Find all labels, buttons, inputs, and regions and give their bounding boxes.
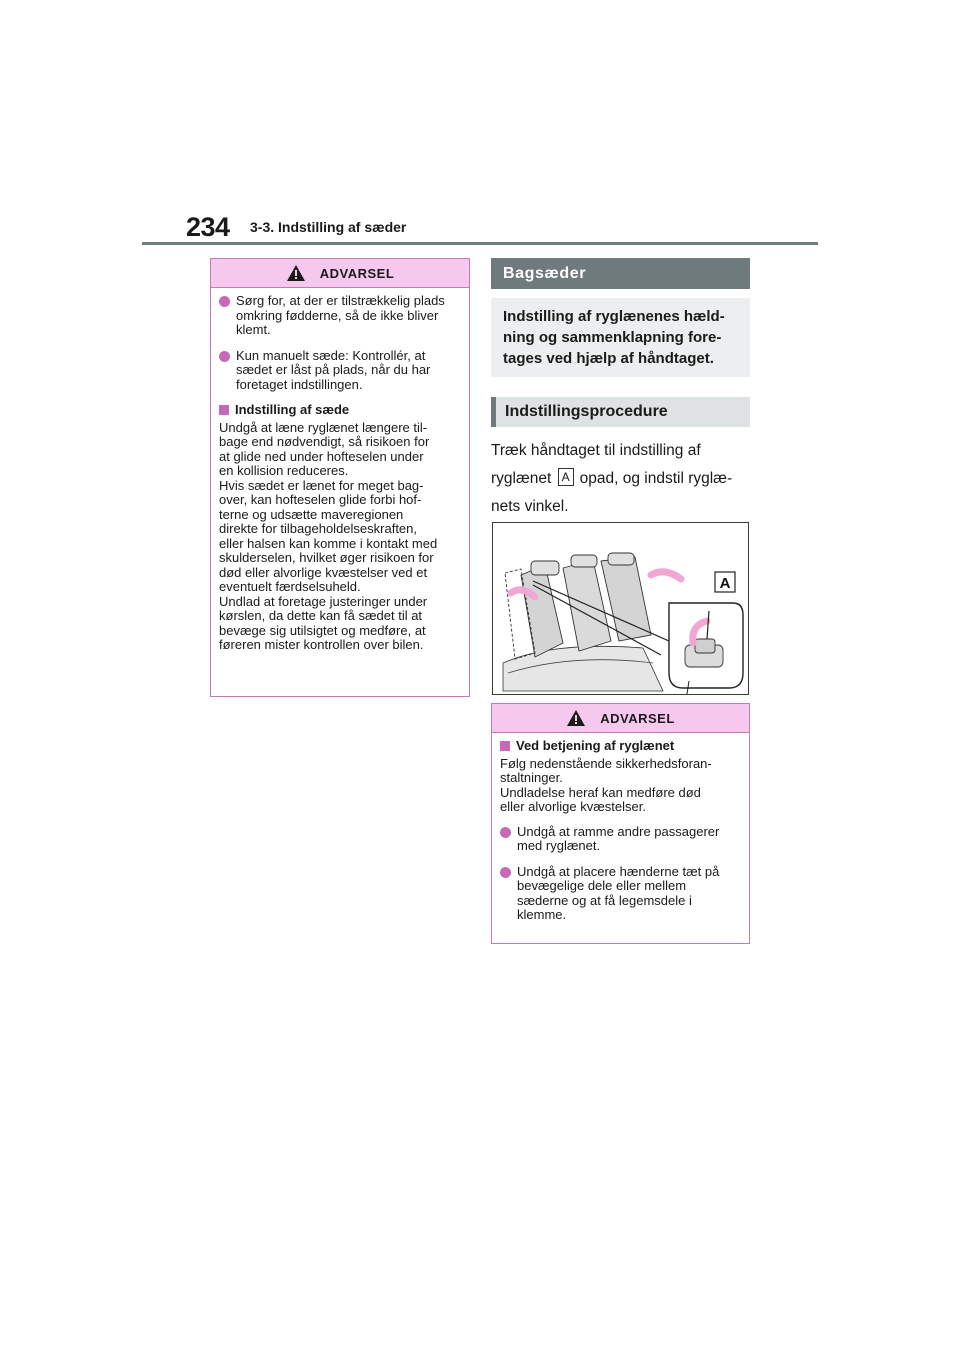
step-text-after: opad, og indstil ryglæ- nets vinkel. [491, 470, 733, 515]
page-number: 234 [186, 212, 230, 242]
list-item [500, 825, 739, 854]
subheading-text: Ved betjening af ryglænet [516, 738, 675, 753]
bullet-text: Sørg for, at der er tilstrækkelig plads omkring fødderne, så de ikke bliver klemt. [236, 293, 445, 337]
bullet-dot-icon [219, 351, 230, 362]
warning-title: ADVARSEL [319, 265, 395, 281]
warning-body [492, 733, 749, 940]
callout-label: A [558, 468, 574, 486]
header-rule [142, 242, 818, 245]
warning-paragraph: Undgå at læne ryglænet længere til- bage end nødvendigt, så risikoen for at glide ned under hofteselen under en kollision reduceres. Hvis sædet er lænet for meget bag- over, kan hofteselen glide forbi hof- terne og udsætte maveregionen direkte for tilbageholdelseskraften, eller halsen kan komme i kontakt med skulderselen, hvilket øger risikoen for død eller alvorlige kvæstelser ved et eventuelt færdselsuheld. Undlad at foretage justeringer under kørslen, da dette kan få sædet til at bevæge sig utilsigtet og medføre, at føreren mister kontrollen over bilen. [219, 419, 438, 652]
subheading-text: Indstilling af sæde [235, 402, 350, 417]
step-text [491, 437, 753, 521]
figure-label: A [719, 575, 731, 592]
list-item [219, 294, 459, 338]
chapter-title: 3-3. Indstilling af sæder [250, 219, 407, 235]
subheading [500, 739, 739, 754]
warning-header [492, 704, 749, 733]
warning-title: ADVARSEL [600, 710, 675, 726]
warning-header [211, 259, 469, 288]
bullet-dot-icon [500, 867, 511, 878]
left-warning-box [210, 258, 470, 697]
warning-triangle-icon [566, 709, 586, 727]
step-text-before: Træk håndtaget til indstilling af ryglænet [491, 442, 701, 487]
bullet-text: Kun manuelt sæde: Kontrollér, at sædet er låst på plads, når du har foretaget indstillingen. [236, 347, 431, 392]
list-item [219, 349, 459, 393]
section-title: Bagsæder [491, 258, 750, 289]
right-warning-box [491, 703, 750, 944]
bullet-dot-icon [219, 296, 230, 307]
square-marker-icon [219, 405, 229, 415]
seat-figure [492, 522, 749, 695]
warning-body [211, 288, 469, 669]
warning-triangle-icon [286, 264, 306, 282]
square-marker-icon [500, 741, 510, 751]
rear-seat-illustration [493, 523, 748, 694]
bullet-text: Undgå at placere hænderne tæt på bevægelige dele eller mellem sæderne og at få legemsdele i klemme. [517, 863, 720, 922]
list-item [500, 865, 739, 923]
bullet-text: Undgå at ramme andre passagerer med ryglænet. [517, 823, 720, 853]
subsection-title: Indstillingsprocedure [491, 397, 750, 427]
intro-box [491, 298, 750, 377]
intro-text: Indstilling af ryglænenes hæld- ning og sammenklapning fore- tages ved hjælp af håndtaget. [503, 308, 725, 367]
subheading [219, 403, 459, 418]
bullet-dot-icon [500, 827, 511, 838]
warning-paragraph: Følg nedenstående sikkerhedsforan- staltninger. Undladelse heraf kan medføre død eller alvorlige kvæstelser. [500, 755, 712, 814]
